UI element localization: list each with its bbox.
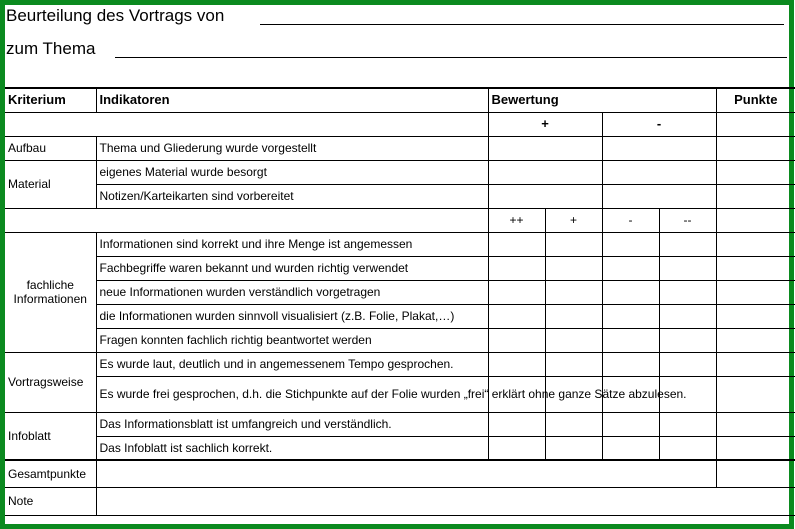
scale-minus-minus: -- xyxy=(659,208,716,232)
rating-cell[interactable] xyxy=(488,304,545,328)
rating-cell[interactable] xyxy=(545,436,602,460)
rating-cell[interactable] xyxy=(602,304,659,328)
topic-line[interactable] xyxy=(115,57,787,58)
points-cell[interactable] xyxy=(716,376,795,412)
indicator-material-1: eigenes Material wurde besorgt xyxy=(96,160,488,184)
points-cell[interactable] xyxy=(716,256,795,280)
grade-label: Note xyxy=(5,487,96,515)
scale-minus: - xyxy=(602,208,659,232)
total-points-field[interactable] xyxy=(96,460,716,487)
col-header-kriterium: Kriterium xyxy=(5,88,96,112)
rating-cell[interactable] xyxy=(545,352,602,376)
col-header-punkte: Punkte xyxy=(716,88,795,112)
rating-cell[interactable] xyxy=(488,328,545,352)
points-cell[interactable] xyxy=(716,208,795,232)
indicator-vortrag-2: Es wurde frei gesprochen, d.h. die Stichpunkte auf der Folie wurden „frei“ erklärt ohne ganze Sätze abzulesen. xyxy=(96,376,488,412)
indicator-fachlich-2: Fachbegriffe waren bekannt und wurden richtig verwendet xyxy=(96,256,488,280)
rating-cell[interactable] xyxy=(602,328,659,352)
rating-cell[interactable] xyxy=(602,232,659,256)
indicator-material-2: Notizen/Karteikarten sind vorbereitet xyxy=(96,184,488,208)
scale-plus: + xyxy=(545,208,602,232)
indicator-fachlich-5: Fragen konnten fachlich richtig beantwortet werden xyxy=(96,328,488,352)
rating-cell[interactable] xyxy=(545,256,602,280)
criterion-infoblatt: Infoblatt xyxy=(5,412,96,460)
criterion-fachliche-informationen xyxy=(5,232,96,352)
rating-cell[interactable] xyxy=(602,256,659,280)
rating-cell[interactable] xyxy=(602,160,716,184)
criterion-material: Material xyxy=(5,160,96,208)
criterion-fachlich-line2: Informationen xyxy=(13,292,87,306)
criterion-vortragsweise: Vortragsweise xyxy=(5,352,96,412)
rating-cell[interactable] xyxy=(659,232,716,256)
points-cell[interactable] xyxy=(716,184,795,208)
rating-cell[interactable] xyxy=(659,256,716,280)
rating-cell[interactable] xyxy=(488,136,602,160)
points-cell[interactable] xyxy=(716,136,795,160)
criterion-fachlich-line1: fachliche xyxy=(26,278,74,292)
rating-cell[interactable] xyxy=(488,280,545,304)
rating-cell[interactable] xyxy=(602,352,659,376)
total-points-label: Gesamtpunkte xyxy=(5,460,96,487)
presenter-name-line[interactable] xyxy=(260,24,784,25)
rating-cell[interactable] xyxy=(602,436,659,460)
rating-cell[interactable] xyxy=(602,412,659,436)
indicator-infoblatt-2: Das Infoblatt ist sachlich korrekt. xyxy=(96,436,488,460)
topic-label: zum Thema xyxy=(6,39,96,58)
total-points-value[interactable] xyxy=(716,460,795,487)
points-cell[interactable] xyxy=(716,352,795,376)
rating-cell[interactable] xyxy=(659,280,716,304)
points-cell[interactable] xyxy=(716,112,795,136)
rating-cell[interactable] xyxy=(488,412,545,436)
rating-cell[interactable] xyxy=(659,304,716,328)
rating-cell[interactable] xyxy=(488,160,602,184)
rating-cell[interactable] xyxy=(602,136,716,160)
scale-minus: - xyxy=(602,112,716,136)
points-cell[interactable] xyxy=(716,232,795,256)
rating-cell[interactable] xyxy=(545,232,602,256)
evaluation-table xyxy=(5,87,795,516)
blank-cell xyxy=(5,112,488,136)
col-header-indikatoren: Indikatoren xyxy=(96,88,488,112)
rating-cell[interactable] xyxy=(488,232,545,256)
rating-cell[interactable] xyxy=(659,328,716,352)
indicator-fachlich-3: neue Informationen wurden verständlich vorgetragen xyxy=(96,280,488,304)
rating-cell[interactable] xyxy=(602,280,659,304)
indicator-fachlich-4: die Informationen wurden sinnvoll visualisiert (z.B. Folie, Plakat,…) xyxy=(96,304,488,328)
points-cell[interactable] xyxy=(716,436,795,460)
rating-cell[interactable] xyxy=(602,184,716,208)
rating-cell[interactable] xyxy=(659,352,716,376)
rating-cell[interactable] xyxy=(545,304,602,328)
grade-field[interactable] xyxy=(96,487,795,515)
indicator-fachlich-1: Informationen sind korrekt und ihre Menge ist angemessen xyxy=(96,232,488,256)
criterion-aufbau: Aufbau xyxy=(5,136,96,160)
rating-cell[interactable] xyxy=(659,436,716,460)
scale-plus: + xyxy=(488,112,602,136)
scale-plus-plus: ++ xyxy=(488,208,545,232)
rating-cell[interactable] xyxy=(659,412,716,436)
rating-cell[interactable] xyxy=(488,184,602,208)
points-cell[interactable] xyxy=(716,412,795,436)
rating-cell[interactable] xyxy=(488,436,545,460)
rating-cell[interactable] xyxy=(545,280,602,304)
rating-cell[interactable] xyxy=(488,256,545,280)
form-title-label: Beurteilung des Vortrags von xyxy=(6,6,225,25)
rating-cell[interactable] xyxy=(545,412,602,436)
rating-cell[interactable] xyxy=(488,352,545,376)
indicator-infoblatt-1: Das Informationsblatt ist umfangreich und verständlich. xyxy=(96,412,488,436)
points-cell[interactable] xyxy=(716,304,795,328)
indicator-vortrag-1: Es wurde laut, deutlich und in angemessenem Tempo gesprochen. xyxy=(96,352,488,376)
points-cell[interactable] xyxy=(716,160,795,184)
points-cell[interactable] xyxy=(716,280,795,304)
rating-cell[interactable] xyxy=(545,328,602,352)
col-header-bewertung: Bewertung xyxy=(488,88,716,112)
indicator-aufbau: Thema und Gliederung wurde vorgestellt xyxy=(96,136,488,160)
points-cell[interactable] xyxy=(716,328,795,352)
blank-cell xyxy=(5,208,488,232)
